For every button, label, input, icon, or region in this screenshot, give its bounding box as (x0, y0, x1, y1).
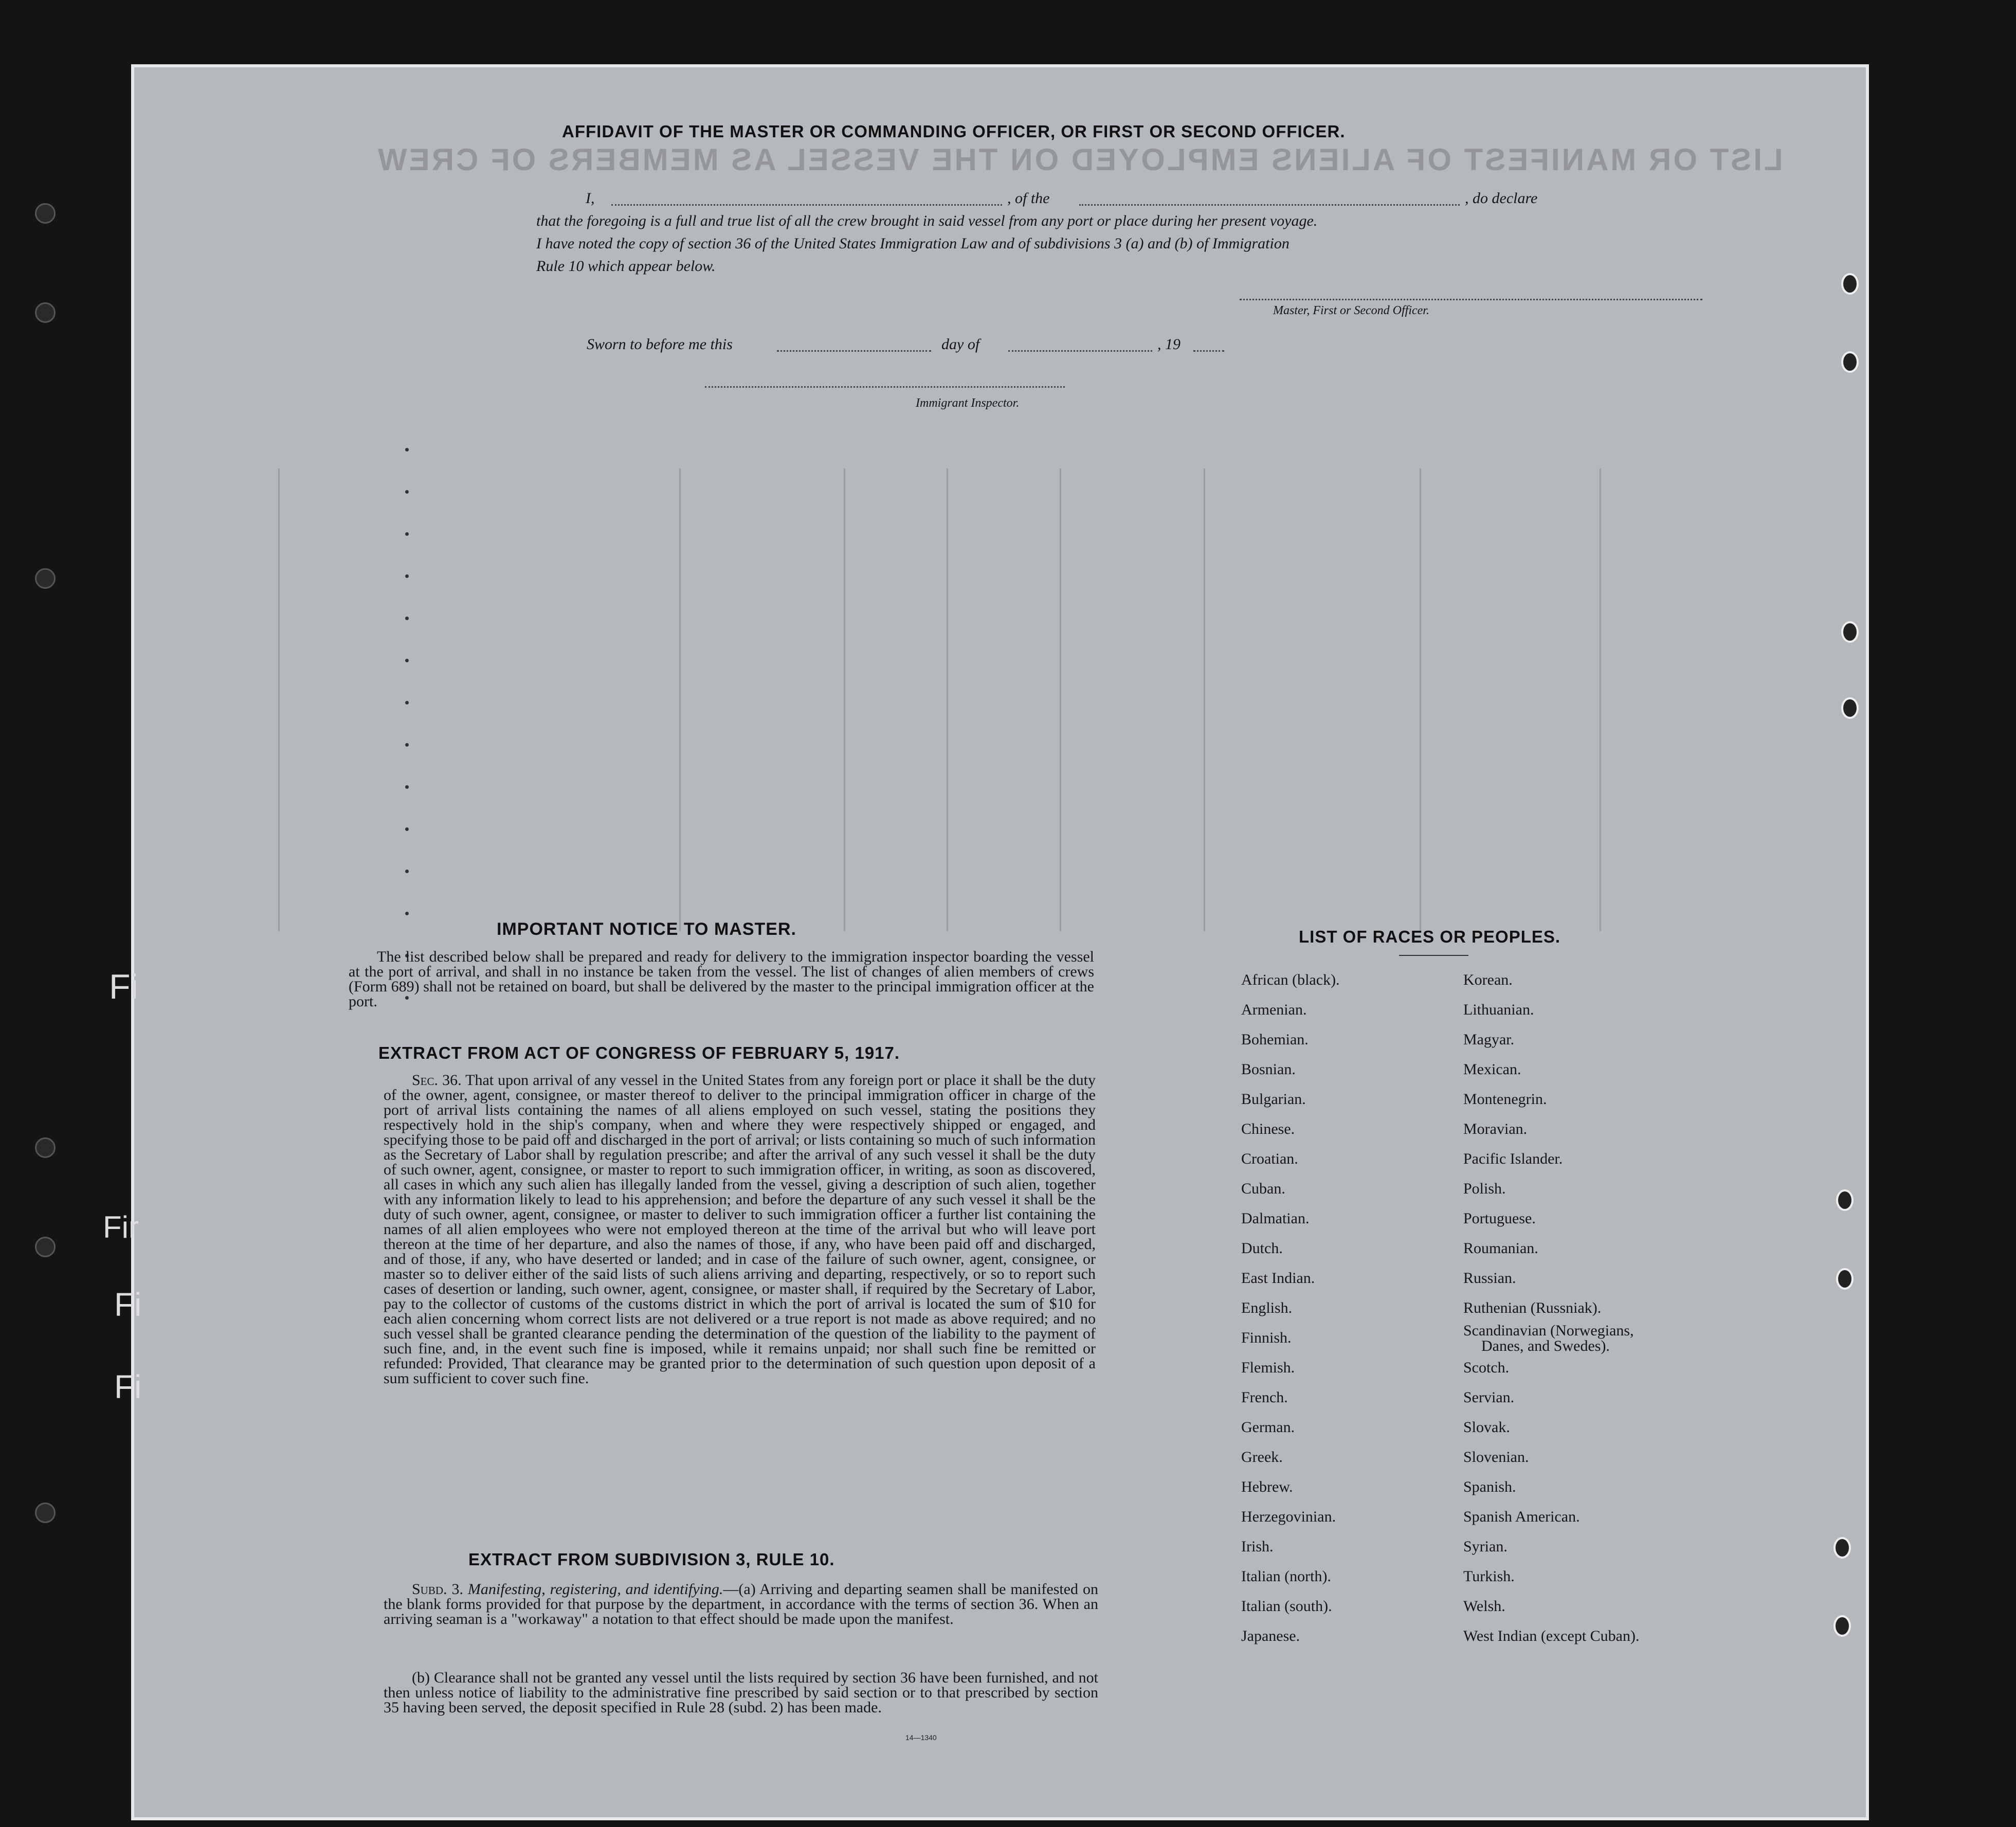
sworn-line (587, 336, 1306, 354)
sworn-year-field[interactable] (1193, 350, 1224, 352)
race-item: Armenian. (1241, 1001, 1307, 1018)
race-item: Dutch. (1241, 1240, 1283, 1257)
race-item: Spanish American. (1463, 1508, 1580, 1525)
binder-hole (1836, 1189, 1854, 1211)
margin-mark: Fi (114, 1286, 142, 1323)
row-dot (405, 574, 409, 578)
sworn-month-field[interactable] (1008, 350, 1152, 352)
race-item: Danes, and Swedes). (1481, 1337, 1610, 1354)
affidavit-of-label: , of the (1007, 190, 1050, 207)
act-section-body: That upon arrival of any vessel in the United States from any foreign port or place it shall be the duty of the owner, agent, consignee, or master thereof to deliver to the principal immigration officer in charge of the port of arrival lists containing the names of all aliens employed on such vessel, stating the positions they respectively hold in the ship's company, when and where they were respectively shipped or engaged, and specifying those to be paid off and discharged in the port of arrival; or lists containing so much of such information as the Secretary of Labor shall by regulation prescribe; and after the arrival of any such vessel it shall be the duty of such owner, agent, consignee, or master to report to such immigration officer, in writing, as soon as discovered, all cases in which any such alien has illegally landed from the vessel, giving a description of such alien, together with any information likely to lead to his apprehension; and before the departure of any such vessel it shall be the duty of such owner, agent, consignee, or master to deliver to such immigration officer a further list containing the names of all alien employees who were not employed thereon at the time of the arrival but who will leave port thereon at the time of her departure, and also the names of those, if any, who have been paid off and discharged, and of those, if any, who have deserted or landed; and in case of the failure of such owner, agent, consignee, or master so to deliver either of the said lists of such aliens arriving and departing, respectively, or so to report such cases of desertion or landing, such owner, agent, consignee, or master shall, if required by the Secretary of Labor, pay to the collector of customs of the customs district in which the port of arrival is located the sum of $10 for each alien concerning whom correct lists are not delivered or a true report is not made as above required; and no such vessel shall be granted clearance pending the determination of the question of the liability to the payment of such fine, and, in the event such fine is imposed, while it remains unpaid; nor shall such fine be remitted or refunded: Provided, That clearance may be granted prior to the determination of such question upon deposit of a sum sufficient to cover such fine. (384, 1072, 1096, 1387)
binder-hole (1836, 1268, 1854, 1290)
left-binding-hole (35, 568, 56, 589)
race-item: Portuguese. (1463, 1210, 1536, 1227)
row-dot (405, 659, 409, 662)
race-item: Italian (north). (1241, 1568, 1331, 1585)
margin-mark: Fir (103, 1210, 139, 1244)
race-item: Croatian. (1241, 1150, 1298, 1167)
binder-hole (1833, 1615, 1851, 1637)
signature-field[interactable] (1240, 299, 1702, 300)
signature-label: Master, First or Second Officer. (1273, 304, 1429, 317)
affidavit-line-4: Rule 10 which appear below. (536, 258, 716, 275)
race-item: Bohemian. (1241, 1031, 1309, 1048)
races-title-rule (1399, 955, 1468, 956)
notice-text: The list described below shall be prepared and ready for delivery to the immigration inspector boarding the vessel at the port of arrival, and shall in no instance be taken from the vessel. The list of changes of alien members of crews (Form 689) shall not be retained on board, but shall be delivered by the master to the principal immigration officer at the port. (349, 948, 1094, 1010)
race-item: Herzegovinian. (1241, 1508, 1336, 1525)
binder-hole (1833, 1537, 1851, 1559)
affidavit-line-1 (586, 190, 1629, 208)
binder-hole (1841, 621, 1859, 643)
row-dot (405, 785, 409, 789)
race-item: Finnish. (1241, 1329, 1292, 1346)
binder-hole (1841, 697, 1859, 719)
left-binding-hole (35, 1137, 56, 1158)
race-item: German. (1241, 1419, 1295, 1436)
bleed-grid-line (844, 468, 845, 931)
binder-hole (1841, 351, 1859, 373)
left-binding-hole (35, 1237, 56, 1257)
races-title: LIST OF RACES OR PEOPLES. (1299, 927, 1561, 946)
margin-mark: Fi (114, 1368, 142, 1405)
vessel-field[interactable] (1079, 204, 1460, 206)
race-item: East Indian. (1241, 1270, 1315, 1287)
race-item: Servian. (1463, 1389, 1515, 1406)
inspector-signature-field[interactable] (705, 386, 1065, 388)
race-item: Bosnian. (1241, 1061, 1296, 1078)
race-item: Moravian. (1463, 1120, 1528, 1137)
affidavit-declare-label: , do declare (1465, 190, 1538, 207)
bleed-grid-line (1204, 468, 1205, 931)
left-binding-hole (35, 1503, 56, 1523)
race-item: Turkish. (1463, 1568, 1515, 1585)
race-item: Welsh. (1463, 1598, 1505, 1615)
race-item: Mexican. (1463, 1061, 1521, 1078)
race-item: Scandinavian (Norwegians, (1463, 1322, 1634, 1339)
bleed-grid-line (947, 468, 948, 931)
race-item: Roumanian. (1463, 1240, 1538, 1257)
race-item: Greek. (1241, 1449, 1283, 1466)
row-dot (405, 743, 409, 747)
sworn-day-field[interactable] (777, 350, 931, 352)
race-item: Syrian. (1463, 1538, 1508, 1555)
rule-extract-para-b: (b) Clearance shall not be granted any vessel until the lists required by section 36 have been furnished, and not then unless notice of liability to the administrative fine prescribed by said section or to that prescribed by section 35 having been served, the deposit specified in Rule 28 (subd. 2) has been made. (384, 1669, 1098, 1716)
race-item: Spanish. (1463, 1478, 1516, 1495)
act-section-label: Sec. 36. (412, 1072, 462, 1089)
year-label: , 19 (1157, 336, 1180, 353)
binder-hole (1841, 273, 1859, 295)
name-field[interactable] (611, 204, 1002, 206)
race-item: Irish. (1241, 1538, 1274, 1555)
race-item: Montenegrin. (1463, 1091, 1547, 1108)
row-dot (405, 617, 409, 620)
race-item: Cuban. (1241, 1180, 1285, 1197)
inspector-label: Immigrant Inspector. (916, 396, 1020, 410)
race-item: Flemish. (1241, 1359, 1295, 1376)
act-extract-title: EXTRACT FROM ACT OF CONGRESS OF FEBRUARY 5, 1917. (378, 1043, 900, 1062)
race-item: Russian. (1463, 1270, 1516, 1287)
day-of-label: day of (941, 336, 980, 353)
margin-mark: Fi (109, 967, 138, 1006)
rule-para-a-text: —(a) Arriving and departing seamen shall be manifested on the blank forms provided for that purpose by the department, in accordance with the terms of section 36. When an arriving seaman is a "workaway" a notation to that effect should be made upon the manifest. (384, 1581, 1098, 1627)
affidavit-i-label: I, (586, 190, 595, 207)
race-item: Italian (south). (1241, 1598, 1332, 1615)
row-dot (405, 912, 409, 915)
race-item: Chinese. (1241, 1120, 1295, 1137)
bleed-grid-line (679, 468, 681, 931)
race-item: Korean. (1463, 971, 1513, 988)
row-dot (405, 870, 409, 873)
affidavit-line-2: that the foregoing is a full and true list of all the crew brought in said vessel from any port or place during her present voyage. (536, 212, 1318, 229)
race-item: Polish. (1463, 1180, 1506, 1197)
act-extract-text (384, 1073, 1096, 1386)
row-dot (405, 827, 409, 831)
race-item: Dalmatian. (1241, 1210, 1310, 1227)
race-item: Lithuanian. (1463, 1001, 1534, 1018)
affidavit-line-3: I have noted the copy of section 36 of the United States Immigration Law and of subdivisions 3 (a) and (b) of Immigration (536, 235, 1289, 252)
row-dot (405, 448, 409, 451)
race-item: French. (1241, 1389, 1288, 1406)
race-item: Bulgarian. (1241, 1091, 1306, 1108)
race-item: African (black). (1241, 971, 1340, 988)
sworn-label: Sworn to before me this (587, 336, 733, 353)
rule-subd-label: Subd. 3. (412, 1581, 463, 1598)
race-item: Ruthenian (Russniak). (1463, 1299, 1602, 1316)
race-item: Magyar. (1463, 1031, 1515, 1048)
rule-extract-title: EXTRACT FROM SUBDIVISION 3, RULE 10. (468, 1550, 835, 1569)
affidavit-title: AFFIDAVIT OF THE MASTER OR COMMANDING OFFICER, OR FIRST OR SECOND OFFICER. (562, 122, 1346, 141)
notice-title: IMPORTANT NOTICE TO MASTER. (497, 919, 796, 939)
row-dot (405, 490, 409, 494)
rule-extract-para-a (384, 1582, 1098, 1626)
race-item: Scotch. (1463, 1359, 1510, 1376)
bleed-through-header: LIST OR MANIFEST OF ALIENS EMPLOYED ON THE VESSEL AS MEMBERS OF CREW (376, 142, 1783, 177)
race-item: Hebrew. (1241, 1478, 1293, 1495)
form-number: 14—1340 (905, 1733, 937, 1742)
row-dot (405, 532, 409, 536)
left-binding-hole (35, 203, 56, 224)
race-item: English. (1241, 1299, 1293, 1316)
bleed-grid-line (278, 468, 280, 931)
row-dot (405, 701, 409, 704)
rule-subd-heading: Manifesting, registering, and identifying. (467, 1581, 723, 1598)
race-item: Slovenian. (1463, 1449, 1529, 1466)
race-item: West Indian (except Cuban). (1463, 1627, 1640, 1644)
bleed-grid-line (1600, 468, 1601, 931)
left-binding-hole (35, 302, 56, 323)
race-item: Slovak. (1463, 1419, 1510, 1436)
bleed-grid-line (1420, 468, 1421, 931)
race-item: Japanese. (1241, 1627, 1300, 1644)
race-item: Pacific Islander. (1463, 1150, 1563, 1167)
bleed-grid-line (1060, 468, 1061, 931)
document-sheet (131, 64, 1869, 1820)
